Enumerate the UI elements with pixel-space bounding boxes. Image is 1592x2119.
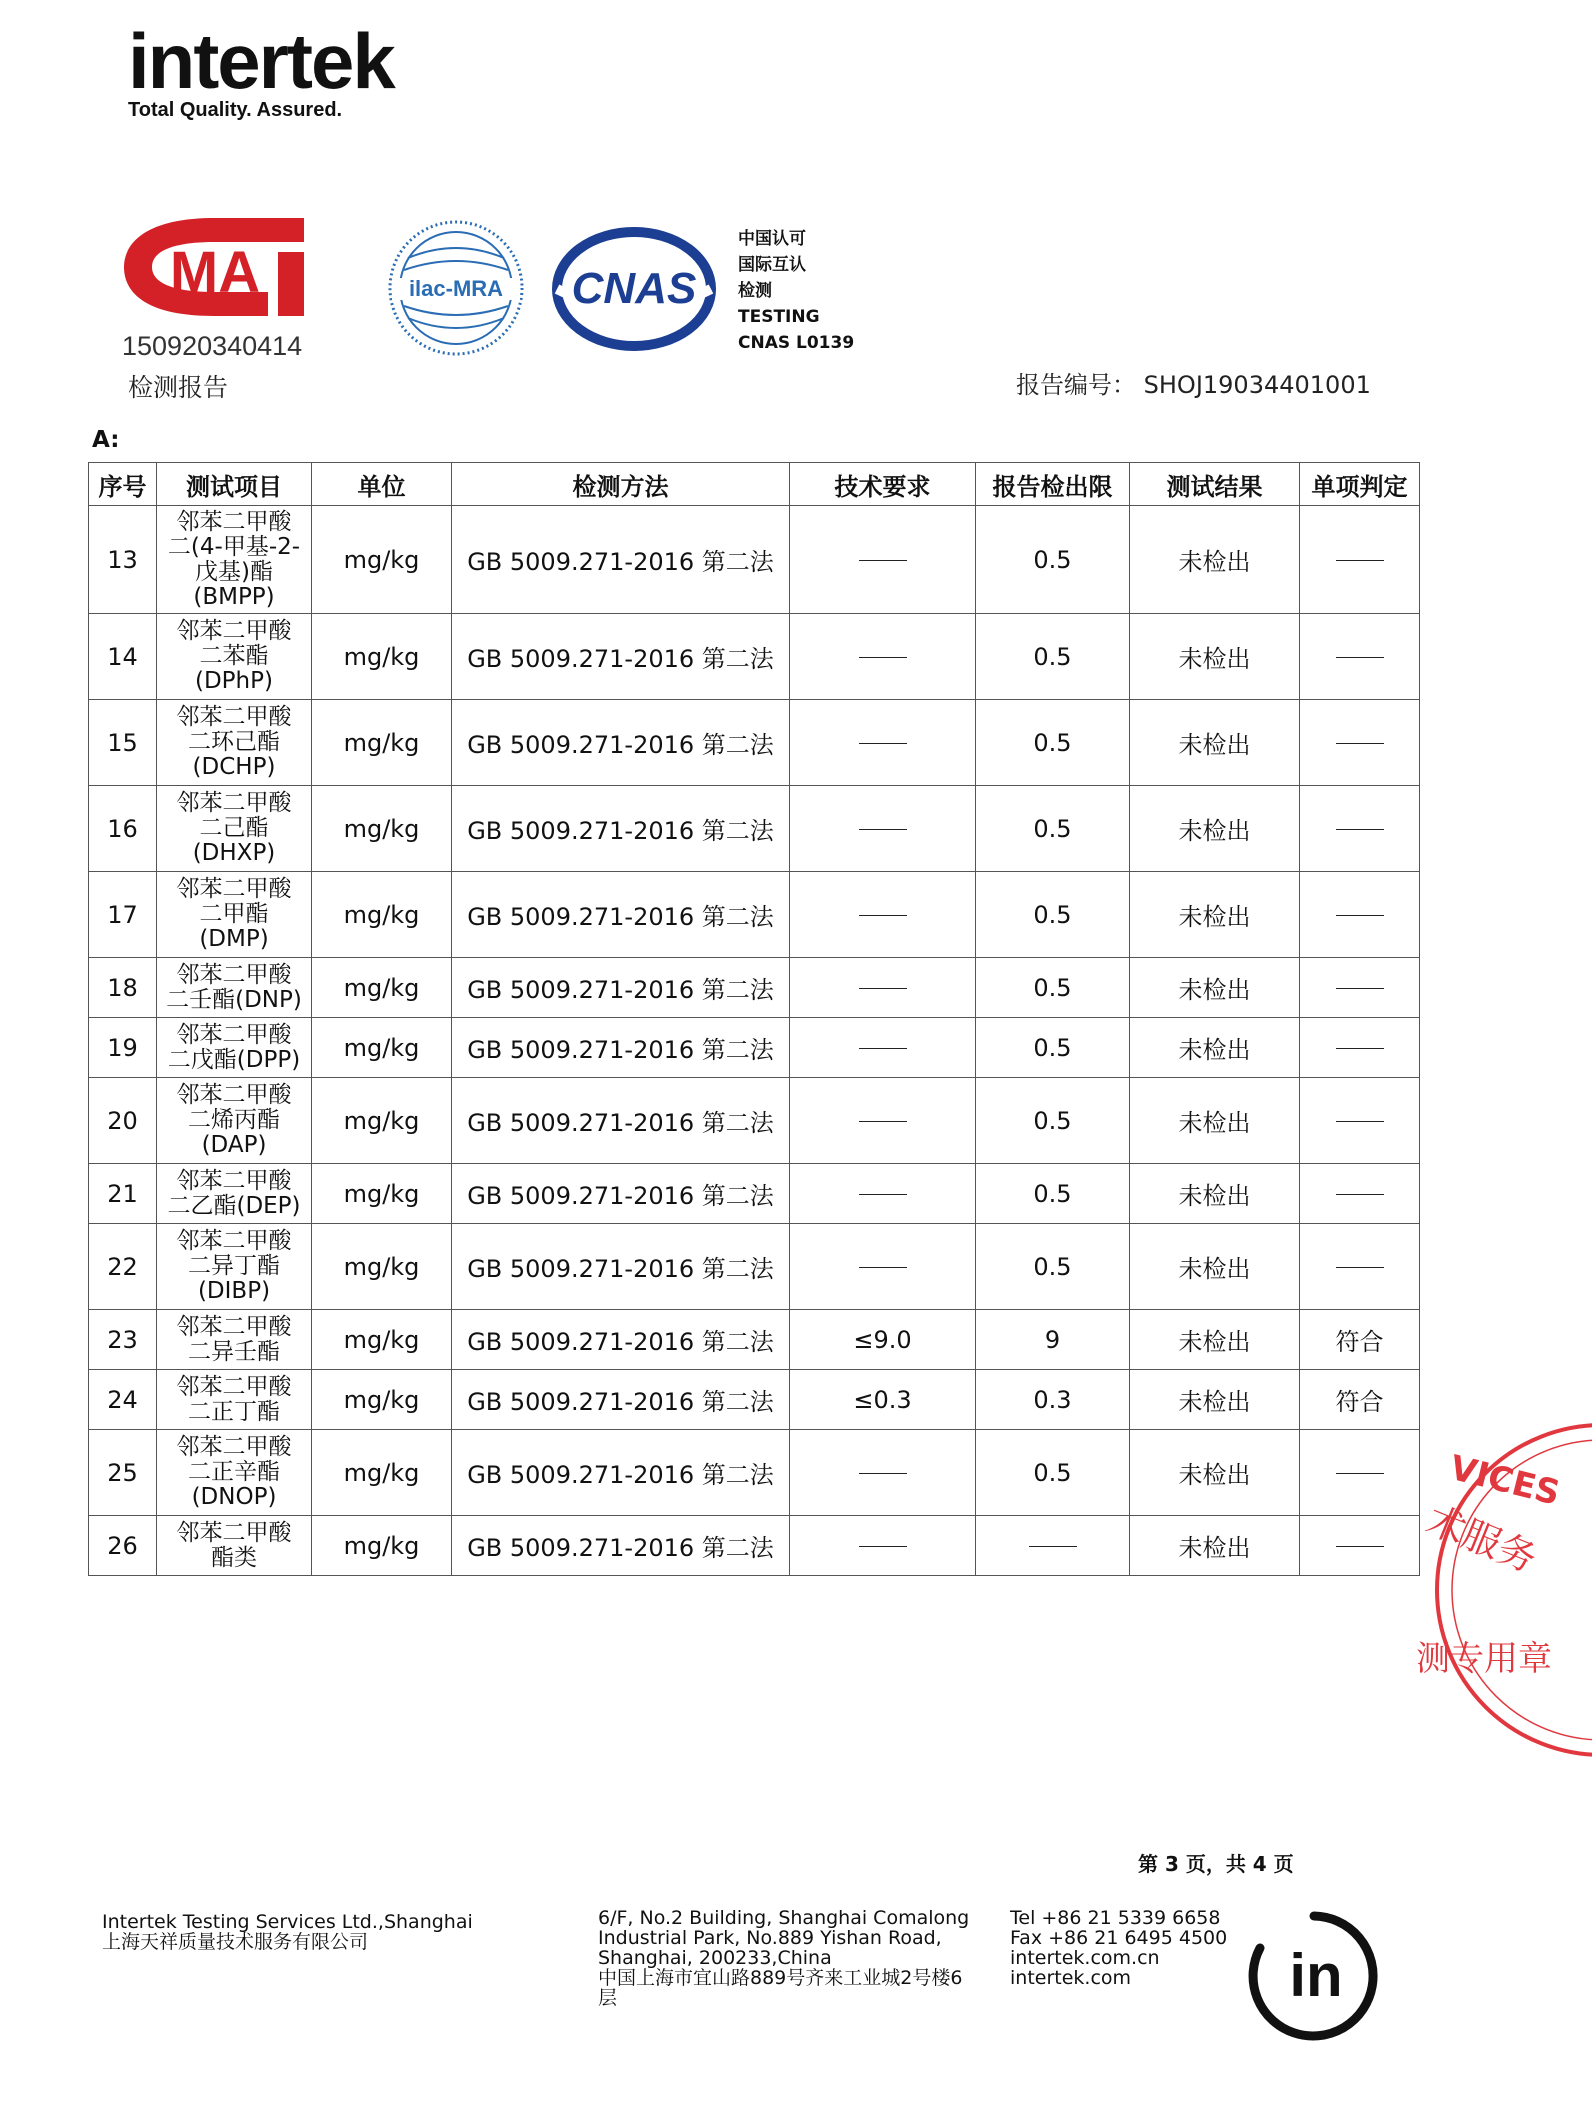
test-item-line: 邻苯二甲酸 (176, 1021, 292, 1048)
svg-text:in: in (1289, 1942, 1343, 2009)
test-item-line: (BMPP) (193, 583, 275, 610)
dash-mark (1336, 657, 1384, 658)
test-item-cell (157, 1018, 312, 1078)
table-header-row (89, 463, 1420, 506)
test-item-line: 邻苯二甲酸 (176, 1167, 292, 1194)
table-row (89, 1224, 1420, 1310)
cnas-line: 检测 (738, 281, 772, 301)
test-item-line: 邻苯二甲酸 (176, 1228, 292, 1254)
test-item-cell (157, 1078, 312, 1164)
row-number-cell: 16 (89, 786, 157, 872)
test-item-line: 戊基)酯 (195, 558, 273, 585)
test-item-cell (157, 1430, 312, 1516)
test-item-cell (157, 872, 312, 958)
test-item-line: (DNOP) (191, 1484, 277, 1510)
test-item-cell (157, 1224, 312, 1310)
table-row (89, 958, 1420, 1018)
report-number-value: SHOJ19034401001 (1143, 371, 1371, 399)
dash-mark (859, 1267, 907, 1268)
dash-mark (1336, 829, 1384, 830)
column-header: 单位 (312, 463, 452, 506)
table-row (89, 1310, 1420, 1370)
table-row (89, 872, 1420, 958)
cnas-caption (738, 226, 854, 356)
detection-limit-cell: 0.5 (976, 1078, 1130, 1164)
table-body (89, 506, 1420, 1576)
detection-limit-cell: 9 (976, 1310, 1130, 1370)
detection-limit-cell: 0.5 (976, 786, 1130, 872)
test-item-line: 二正丁酯 (188, 1398, 280, 1425)
test-item-line: 邻苯二甲酸 (176, 1519, 292, 1546)
judgement-cell (1300, 872, 1420, 958)
page-info: 第 3 页，共 4 页 (1138, 1852, 1294, 1876)
test-item-cell (157, 1516, 312, 1576)
dash-mark (1336, 1473, 1384, 1474)
test-item-line: 二环己酯 (188, 729, 280, 755)
test-result-cell: 未检出 (1130, 1018, 1300, 1078)
requirement-cell (790, 786, 976, 872)
intertek-in-logo (1246, 1908, 1382, 2044)
test-item-line: 邻苯二甲酸 (176, 1313, 292, 1340)
cnas-line: 中国认可 (738, 229, 806, 249)
test-item-line: 二壬酯(DNP) (166, 986, 302, 1013)
footer-contact (1010, 1908, 1227, 1988)
test-item-line: 邻苯二甲酸 (176, 961, 292, 988)
svg-text:测专用章: 测专用章 (1416, 1639, 1552, 1679)
brand-tagline: Total Quality. Assured. (128, 99, 343, 121)
test-item-line: 二(4-甲基-2- (167, 533, 301, 560)
test-item-line: 邻苯二甲酸 (176, 1373, 292, 1400)
column-header: 报告检出限 (976, 463, 1130, 506)
test-result-cell: 未检出 (1130, 872, 1300, 958)
test-result-cell: 未检出 (1130, 786, 1300, 872)
cnas-line: 国际互认 (738, 255, 806, 275)
footer-web: intertek.com (1010, 1967, 1132, 1989)
dash-mark (859, 560, 907, 561)
requirement-cell (790, 1430, 976, 1516)
judgement-cell (1300, 958, 1420, 1018)
footer-line: 上海天祥质量技术服务有限公司 (102, 1931, 369, 1953)
unit-cell: mg/kg (312, 506, 452, 614)
test-method-cell: GB 5009.271-2016 第二法 (452, 872, 790, 958)
requirement-cell (790, 1516, 976, 1576)
test-result-cell: 未检出 (1130, 1310, 1300, 1370)
test-item-line: 二戊酯(DPP) (167, 1046, 301, 1073)
intertek-logo: intertek (128, 17, 394, 105)
row-number-cell: 20 (89, 1078, 157, 1164)
requirement-cell (790, 1018, 976, 1078)
detection-limit-cell: 0.5 (976, 958, 1130, 1018)
test-item-cell (157, 700, 312, 786)
unit-cell: mg/kg (312, 1310, 452, 1370)
dash-mark (859, 1048, 907, 1049)
test-item-line: (DAP) (201, 1132, 267, 1158)
test-item-line: (DIBP) (197, 1278, 271, 1304)
row-number-cell: 26 (89, 1516, 157, 1576)
cma-number: 150920340414 (122, 331, 303, 361)
cnas-line: CNAS L0139 (738, 333, 855, 353)
test-result-cell: 未检出 (1130, 700, 1300, 786)
test-method-cell: GB 5009.271-2016 第二法 (452, 1224, 790, 1310)
cma-logo (118, 212, 310, 322)
svg-text:术服务: 术服务 (1420, 1497, 1543, 1582)
unit-cell: mg/kg (312, 1430, 452, 1516)
footer-address (598, 1908, 988, 2008)
report-number-label: 报告编号： (1016, 371, 1136, 399)
footer-line: Shanghai, 200233,China (598, 1947, 832, 1969)
test-result-cell: 未检出 (1130, 1516, 1300, 1576)
dash-mark (859, 657, 907, 658)
judgement-cell: 符合 (1300, 1310, 1420, 1370)
row-number-cell: 13 (89, 506, 157, 614)
dash-mark (1336, 1194, 1384, 1195)
judgement-cell (1300, 1224, 1420, 1310)
table-row (89, 614, 1420, 700)
test-method-cell: GB 5009.271-2016 第二法 (452, 1310, 790, 1370)
test-item-line: (DPhP) (195, 668, 273, 694)
test-item-line: 二甲酯 (199, 901, 269, 927)
cnas-logo (553, 228, 715, 350)
requirement-cell (790, 1164, 976, 1224)
judgement-cell (1300, 614, 1420, 700)
dash-mark (859, 1194, 907, 1195)
unit-cell: mg/kg (312, 614, 452, 700)
test-item-cell (157, 1370, 312, 1430)
footer-web-cn: intertek.com.cn (1010, 1947, 1160, 1969)
unit-cell: mg/kg (312, 700, 452, 786)
test-item-line: (DMP) (199, 926, 269, 952)
unit-cell: mg/kg (312, 1078, 452, 1164)
test-result-cell: 未检出 (1130, 1430, 1300, 1516)
row-number-cell: 24 (89, 1370, 157, 1430)
column-header: 检测方法 (452, 463, 790, 506)
dash-mark (1029, 1546, 1077, 1547)
row-number-cell: 17 (89, 872, 157, 958)
detection-limit-cell: 0.5 (976, 1164, 1130, 1224)
dash-mark (859, 1473, 907, 1474)
results-table (88, 462, 1420, 1576)
svg-text:MA: MA (169, 240, 261, 305)
unit-cell: mg/kg (312, 872, 452, 958)
table-row (89, 1430, 1420, 1516)
test-method-cell: GB 5009.271-2016 第二法 (452, 700, 790, 786)
test-item-line: 酯类 (211, 1544, 257, 1571)
dash-mark (1336, 1267, 1384, 1268)
dash-mark (1336, 1121, 1384, 1122)
test-result-cell: 未检出 (1130, 1164, 1300, 1224)
row-number-cell: 23 (89, 1310, 157, 1370)
judgement-cell (1300, 1078, 1420, 1164)
test-result-cell: 未检出 (1130, 1078, 1300, 1164)
footer-line: Intertek Testing Services Ltd.,Shanghai (102, 1911, 473, 1933)
test-item-line: (DCHP) (192, 754, 276, 780)
ilac-mra-seal (386, 218, 526, 358)
test-result-cell: 未检出 (1130, 1224, 1300, 1310)
section-label: A: (92, 427, 120, 453)
test-item-line: 邻苯二甲酸 (176, 790, 292, 816)
judgement-cell (1300, 700, 1420, 786)
detection-limit-cell: 0.5 (976, 614, 1130, 700)
test-item-cell (157, 614, 312, 700)
svg-text:VICES: VICES (1445, 1447, 1564, 1514)
judgement-cell (1300, 1516, 1420, 1576)
dash-mark (859, 829, 907, 830)
row-number-cell: 15 (89, 700, 157, 786)
test-item-cell (157, 1164, 312, 1224)
report-number (1016, 365, 1371, 400)
judgement-cell (1300, 1164, 1420, 1224)
cnas-line: TESTING (738, 307, 820, 327)
test-result-cell: 未检出 (1130, 958, 1300, 1018)
test-method-cell: GB 5009.271-2016 第二法 (452, 1516, 790, 1576)
unit-cell: mg/kg (312, 1224, 452, 1310)
judgement-cell (1300, 1430, 1420, 1516)
dash-mark (1336, 1546, 1384, 1547)
test-item-line: 二异壬酯 (188, 1338, 280, 1365)
detection-limit-cell: 0.5 (976, 1430, 1130, 1516)
judgement-cell (1300, 1018, 1420, 1078)
test-method-cell: GB 5009.271-2016 第二法 (452, 506, 790, 614)
unit-cell: mg/kg (312, 786, 452, 872)
dash-mark (859, 1121, 907, 1122)
dash-mark (1336, 1048, 1384, 1049)
footer-line: 6/F, No.2 Building, Shanghai Comalong (598, 1907, 970, 1929)
test-method-cell: GB 5009.271-2016 第二法 (452, 1164, 790, 1224)
test-item-line: 二异丁酯 (188, 1253, 280, 1279)
test-result-cell: 未检出 (1130, 506, 1300, 614)
table-row (89, 786, 1420, 872)
detection-limit-cell: 0.5 (976, 700, 1130, 786)
unit-cell: mg/kg (312, 1370, 452, 1430)
test-method-cell: GB 5009.271-2016 第二法 (452, 1370, 790, 1430)
test-item-line: 二烯丙酯 (188, 1107, 280, 1133)
test-item-line: 邻苯二甲酸 (176, 1082, 292, 1108)
footer-line: 层 (598, 1987, 618, 2009)
test-item-line: 邻苯二甲酸 (176, 508, 292, 535)
test-item-line: 二乙酯(DEP) (167, 1192, 301, 1219)
table-row (89, 1018, 1420, 1078)
row-number-cell: 25 (89, 1430, 157, 1516)
requirement-cell (790, 958, 976, 1018)
report-type: 检测报告 (128, 373, 229, 402)
detection-limit-cell: 0.3 (976, 1370, 1130, 1430)
table-row (89, 1078, 1420, 1164)
unit-cell: mg/kg (312, 958, 452, 1018)
column-header: 测试结果 (1130, 463, 1300, 506)
test-item-cell (157, 506, 312, 614)
test-item-line: (DHXP) (192, 840, 276, 866)
unit-cell: mg/kg (312, 1516, 452, 1576)
test-result-cell: 未检出 (1130, 1370, 1300, 1430)
unit-cell: mg/kg (312, 1018, 452, 1078)
test-item-line: 邻苯二甲酸 (176, 618, 292, 644)
test-item-cell (157, 786, 312, 872)
requirement-cell: ≤0.3 (790, 1370, 976, 1430)
detection-limit-cell: 0.5 (976, 1018, 1130, 1078)
requirement-cell (790, 506, 976, 614)
judgement-cell: 符合 (1300, 1370, 1420, 1430)
requirement-cell (790, 1078, 976, 1164)
row-number-cell: 19 (89, 1018, 157, 1078)
column-header: 序号 (89, 463, 157, 506)
detection-limit-cell: 0.5 (976, 506, 1130, 614)
row-number-cell: 14 (89, 614, 157, 700)
test-method-cell: GB 5009.271-2016 第二法 (452, 786, 790, 872)
official-stamp (1412, 1420, 1592, 1760)
judgement-cell (1300, 506, 1420, 614)
test-method-cell: GB 5009.271-2016 第二法 (452, 614, 790, 700)
detection-limit-cell (976, 1516, 1130, 1576)
test-item-line: 二己酯 (199, 815, 269, 841)
test-result-cell: 未检出 (1130, 614, 1300, 700)
dash-mark (859, 1546, 907, 1547)
dash-mark (1336, 988, 1384, 989)
judgement-cell (1300, 786, 1420, 872)
footer-tel: Tel +86 21 5339 6658 (1010, 1907, 1221, 1929)
dash-mark (859, 988, 907, 989)
dash-mark (1336, 743, 1384, 744)
row-number-cell: 21 (89, 1164, 157, 1224)
column-header: 测试项目 (157, 463, 312, 506)
row-number-cell: 18 (89, 958, 157, 1018)
test-item-line: 邻苯二甲酸 (176, 704, 292, 730)
test-item-line: 邻苯二甲酸 (176, 1434, 292, 1460)
dash-mark (1336, 560, 1384, 561)
footer-line: 中国上海市宜山路889号齐来工业城2号楼6 (598, 1967, 963, 1989)
dash-mark (859, 915, 907, 916)
test-method-cell: GB 5009.271-2016 第二法 (452, 1018, 790, 1078)
footer-company (102, 1912, 473, 1952)
requirement-cell: ≤9.0 (790, 1310, 976, 1370)
svg-text:CNAS: CNAS (571, 264, 697, 313)
detection-limit-cell: 0.5 (976, 1224, 1130, 1310)
requirement-cell (790, 1224, 976, 1310)
test-item-line: 二苯酯 (199, 643, 269, 669)
test-item-cell (157, 958, 312, 1018)
table-row (89, 1370, 1420, 1430)
footer-fax: Fax +86 21 6495 4500 (1010, 1927, 1228, 1949)
unit-cell: mg/kg (312, 1164, 452, 1224)
table-row (89, 1516, 1420, 1576)
test-item-line: 二正辛酯 (188, 1459, 280, 1485)
column-header: 单项判定 (1300, 463, 1420, 506)
footer-line: Industrial Park, No.889 Yishan Road, (598, 1927, 942, 1949)
test-method-cell: GB 5009.271-2016 第二法 (452, 958, 790, 1018)
requirement-cell (790, 700, 976, 786)
row-number-cell: 22 (89, 1224, 157, 1310)
test-item-line: 邻苯二甲酸 (176, 876, 292, 902)
requirement-cell (790, 614, 976, 700)
column-header: 技术要求 (790, 463, 976, 506)
requirement-cell (790, 872, 976, 958)
detection-limit-cell: 0.5 (976, 872, 1130, 958)
table-row (89, 1164, 1420, 1224)
test-method-cell: GB 5009.271-2016 第二法 (452, 1078, 790, 1164)
dash-mark (859, 743, 907, 744)
test-method-cell: GB 5009.271-2016 第二法 (452, 1430, 790, 1516)
test-item-cell (157, 1310, 312, 1370)
dash-mark (1336, 915, 1384, 916)
svg-text:ilac-MRA: ilac-MRA (408, 276, 504, 301)
table-row (89, 506, 1420, 614)
table-row (89, 700, 1420, 786)
